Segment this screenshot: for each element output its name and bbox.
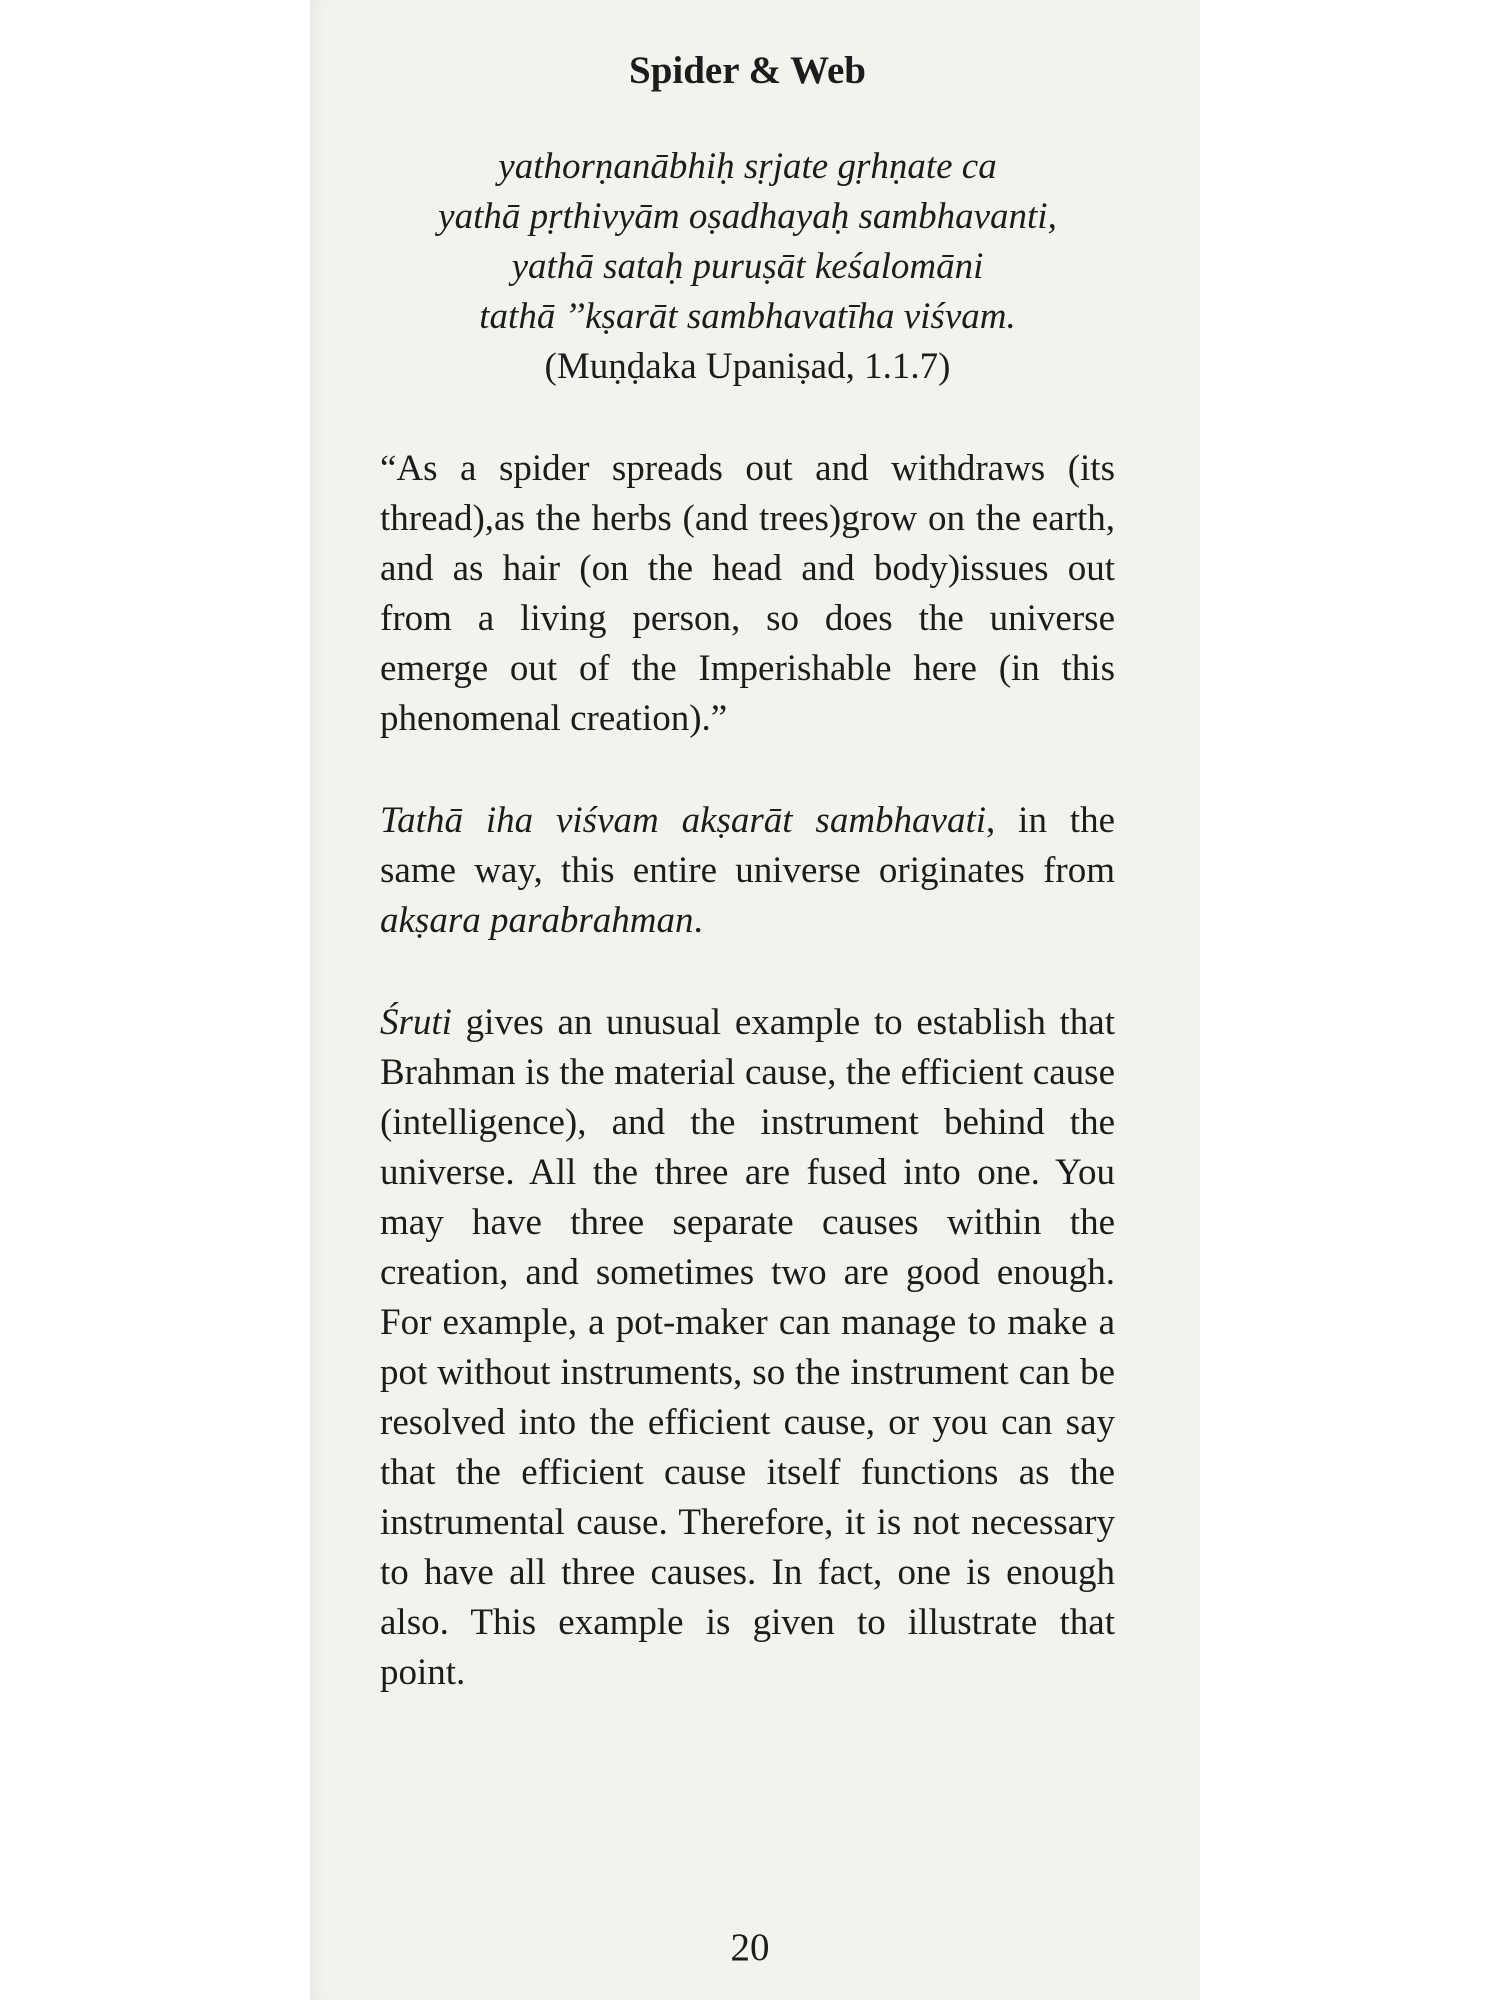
verse-line: yathorṇanābhiḥ sṛjate gṛhṇate ca [498, 146, 997, 187]
page-content [380, 40, 1115, 1698]
verse-line: yathā sataḥ puruṣāt keśalomāni [511, 246, 984, 287]
paragraph-text: gives an unusual example to establish that Brahman is the material cause, the efficient cause (intelligence), and the instrument behind the universe. All the three are fused into one. You may have three separate causes within the creation, and sometimes two are good enough. For example, a pot-maker can manage to make a pot without instruments, so the instrument can be resolved into the efficient cause, or you can say that the efficient cause itself functions as the instrumental cause. Therefore, it is not necessary to have all three causes. In fact, one is enough also. This example is given to illustrate that point. [380, 1002, 1115, 1693]
sanskrit-verse [380, 142, 1115, 392]
explanation-paragraph [380, 796, 1115, 946]
verse-line: yathā pṛthivyām oṣadhayaḥ sambhavanti, [438, 196, 1057, 237]
sanskrit-term: akṣara parabrahman [380, 900, 694, 941]
translation-paragraph: “As a spider spreads out and withdraws (its thread),as the herbs (and trees)grow on the earth, and as hair (on the head and body)issues out from a living person, so does the universe emerge out of the Imperishable here (in this phenomenal creation).” [380, 448, 1115, 739]
verse-line: tathā ’’kṣarāt sambhavatīha viśvam. [479, 296, 1016, 337]
verse-citation: (Muṇḍaka Upaniṣad, 1.1.7) [544, 346, 951, 387]
page-title: Spider & Web [629, 49, 866, 92]
commentary-paragraph [380, 998, 1115, 1698]
sruti-term: Śruti [380, 1002, 452, 1043]
paragraph-text: , in the same way, this entire universe originates from [380, 800, 1116, 891]
sanskrit-phrase: Tathā iha viśvam akṣarāt sambhavati [380, 800, 987, 841]
paragraph-end: . [693, 900, 703, 941]
page-number: 20 [730, 1926, 770, 1969]
